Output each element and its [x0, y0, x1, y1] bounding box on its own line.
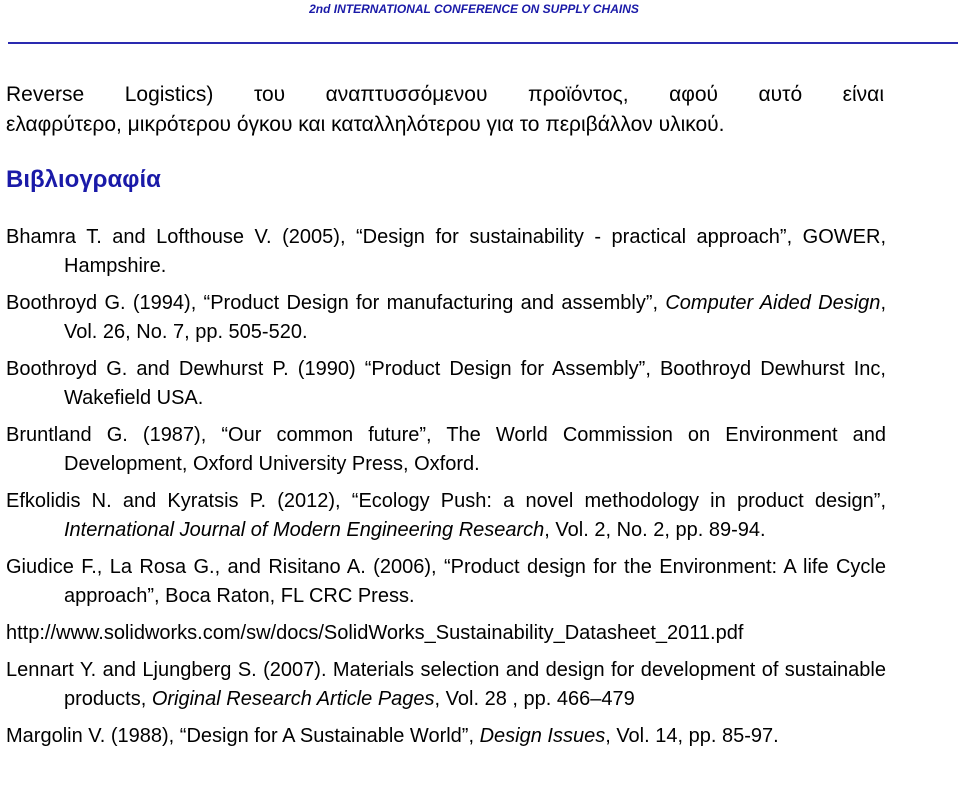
reference-journal: Computer Aided Design — [665, 292, 881, 314]
reference-boothroyd-1990 — [6, 355, 886, 413]
intro-line-1: Reverse Logistics) του αναπτυσσόμενου προϊόντος, αφού αυτό είναι — [6, 83, 884, 106]
reference-list — [6, 223, 886, 759]
reference-text: , Vol. 14, pp. 85-97. — [605, 725, 779, 747]
reference-text: , Vol. 2, No. 2, pp. 89-94. — [544, 519, 766, 541]
reference-solidworks-url[interactable] — [6, 619, 886, 648]
reference-journal: International Journal of Modern Engineering Research — [64, 519, 545, 541]
reference-journal: Design Issues — [479, 725, 606, 747]
reference-giudice — [6, 553, 886, 611]
reference-bhamra — [6, 223, 886, 281]
reference-text: Lennart Y. and Ljungberg S. (2007). Materials selection and design for development of sustainable products, — [6, 659, 886, 710]
reference-efkolidis — [6, 487, 886, 545]
intro-line-2: ελαφρύτερο, μικρότερου όγκου και καταλληλότερου για το περιβάλλον υλικού. — [6, 113, 725, 136]
reference-text: Bhamra T. and Lofthouse V. (2005), “Design for sustainability - practical approach”, GOWER, Hampshire. — [6, 226, 886, 277]
reference-margolin — [6, 722, 886, 751]
reference-text: Margolin V. (1988), “Design for A Sustainable World”, — [6, 725, 480, 747]
reference-text: Efkolidis N. and Kyratsis P. (2012), “Ecology Push: a novel methodology in product design”, — [6, 490, 886, 512]
intro-paragraph — [6, 80, 884, 140]
header-divider — [8, 42, 958, 44]
reference-journal: Original Research Article Pages — [151, 688, 435, 710]
conference-title: 2nd INTERNATIONAL CONFERENCE ON SUPPLY CHAINS — [309, 2, 639, 16]
reference-lennart — [6, 656, 886, 714]
reference-text: , Vol. 28 , pp. 466–479 — [434, 688, 635, 710]
reference-text: , Vol. 26, No. 7, pp. 505-520. — [64, 292, 886, 343]
reference-text: Boothroyd G. (1994), “Product Design for manufacturing and assembly”, — [6, 292, 666, 314]
reference-bruntland — [6, 421, 886, 479]
reference-url[interactable]: http://www.solidworks.com/sw/docs/SolidWorks_Sustainability_Datasheet_2011.pdf — [6, 622, 744, 644]
page-header — [0, 0, 960, 18]
bibliography-heading: Βιβλιογραφία — [6, 166, 161, 193]
reference-text: Giudice F., La Rosa G., and Risitano A. (2006), “Product design for the Environment: A life Cycle approach”, Boca Raton, FL CRC Press. — [6, 556, 886, 607]
reference-text: Bruntland G. (1987), “Our common future”, The World Commission on Environment and Development, Oxford University Press, Oxford. — [6, 424, 886, 475]
reference-boothroyd-1994 — [6, 289, 886, 347]
reference-text: Boothroyd G. and Dewhurst P. (1990) “Product Design for Assembly”, Boothroyd Dewhurst Inc, Wakefield USA. — [6, 358, 886, 409]
